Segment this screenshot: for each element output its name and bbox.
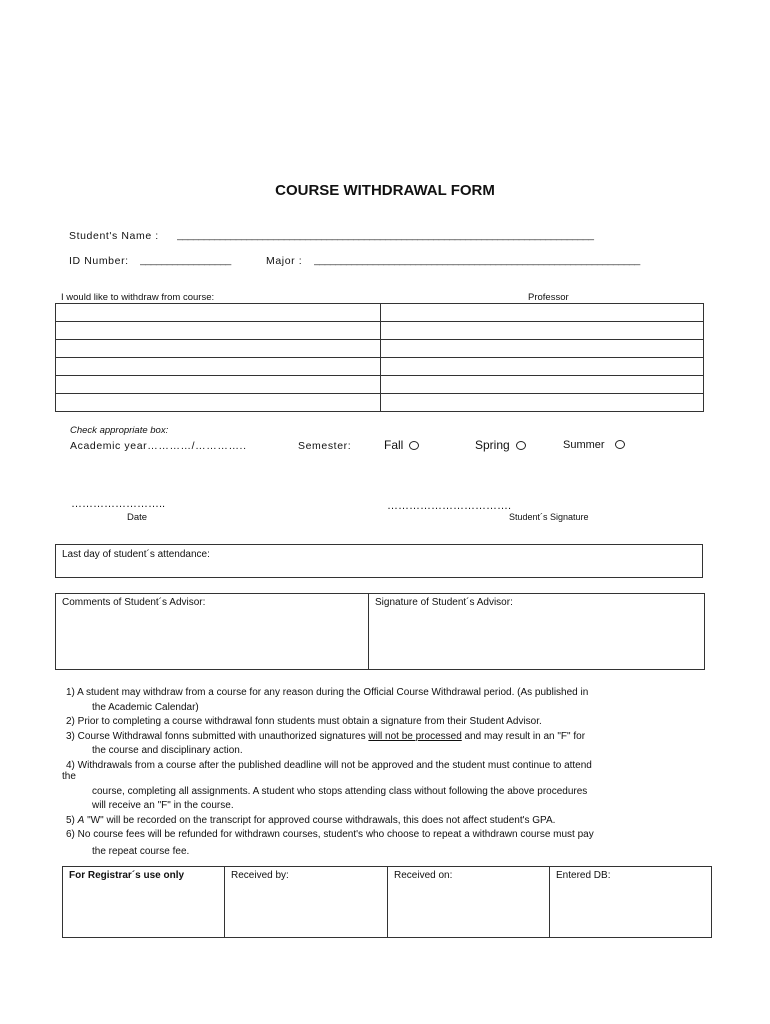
note-5-text: "W" will be recorded on the transcript for approved course withdrawals, this does not affect student's GPA. xyxy=(84,814,556,826)
course-row xyxy=(56,340,704,358)
advisor-signature-label: Signature of Student´s Advisor: xyxy=(375,597,513,608)
course-cell[interactable] xyxy=(56,322,381,340)
date-field[interactable]: …………………….. xyxy=(71,498,166,510)
course-row xyxy=(56,358,704,376)
note-4-cont-2: will receive an "F" in the course. xyxy=(92,800,234,811)
note-4-cont: course, completing all assignments. A student who stops attending class without following the above procedures xyxy=(92,785,588,797)
student-name-field[interactable]: ______________________________________________________________________________ xyxy=(177,229,594,241)
note-1: 1) A student may withdraw from a course for any reason during the Official Course Withdrawal period. (As published in xyxy=(66,687,589,698)
course-cell[interactable] xyxy=(56,376,381,394)
professor-column-label: Professor xyxy=(528,292,569,303)
academic-year-field[interactable]: Academic year…………/………….. xyxy=(70,440,247,452)
spring-label: Spring xyxy=(475,438,510,452)
date-label: Date xyxy=(127,512,148,523)
note-3-cont: the course and disciplinary action. xyxy=(92,745,243,756)
spring-radio-icon[interactable] xyxy=(516,441,526,450)
note-5-number: 5) xyxy=(66,814,78,826)
received-on-label: Received on: xyxy=(394,870,453,881)
course-row xyxy=(56,304,704,322)
student-signature-field[interactable]: ……………………………. xyxy=(387,500,512,512)
note-6-cont: the repeat course fee. xyxy=(92,845,190,857)
note-5 xyxy=(66,814,696,829)
registrar-divider-1 xyxy=(224,867,225,937)
course-row xyxy=(56,322,704,340)
professor-cell[interactable] xyxy=(381,340,704,358)
id-number-field[interactable]: _________________ xyxy=(140,254,231,266)
last-day-label: Last day of student´s attendance: xyxy=(62,549,210,560)
professor-cell[interactable] xyxy=(381,358,704,376)
note-3-underline: will not be processed xyxy=(368,730,462,742)
id-number-label: ID Number: xyxy=(69,255,129,267)
professor-cell[interactable] xyxy=(381,376,704,394)
fall-label: Fall xyxy=(384,438,404,452)
summer-label: Summer xyxy=(563,439,605,451)
semester-option-summer[interactable] xyxy=(563,439,625,451)
semester-label: Semester: xyxy=(298,440,352,452)
note-5-italic: A xyxy=(77,814,85,826)
student-name-label: Student's Name : xyxy=(69,230,159,242)
professor-cell[interactable] xyxy=(381,394,704,412)
fall-radio-icon[interactable] xyxy=(409,441,419,450)
note-1-cont: the Academic Calendar) xyxy=(92,701,199,713)
course-cell[interactable] xyxy=(56,394,381,412)
check-box-label: Check appropriate box: xyxy=(70,425,169,436)
summer-radio-icon[interactable] xyxy=(615,440,625,449)
note-3-text: 3) Course Withdrawal fonns submitted with unauthorized signatures xyxy=(66,730,369,742)
student-signature-label: Student´s Signature xyxy=(509,512,589,522)
advisor-box xyxy=(55,593,705,670)
note-3 xyxy=(66,730,696,745)
form-title: COURSE WITHDRAWAL FORM xyxy=(275,182,495,199)
course-cell[interactable] xyxy=(56,304,381,322)
major-field[interactable]: _____________________________________________________________ xyxy=(314,254,640,266)
note-2: 2) Prior to completing a course withdrawal fonn students must obtain a signature from their Student Advisor. xyxy=(66,716,542,727)
note-4-wrap: the xyxy=(62,771,76,782)
last-day-box[interactable] xyxy=(55,544,703,578)
registrar-divider-2 xyxy=(387,867,388,937)
semester-option-fall[interactable] xyxy=(384,438,419,452)
course-row xyxy=(56,376,704,394)
notes-list xyxy=(62,686,696,859)
entered-db-label: Entered DB: xyxy=(556,870,611,881)
registrar-divider-3 xyxy=(549,867,550,937)
received-by-label: Received by: xyxy=(231,870,289,881)
course-cell[interactable] xyxy=(56,358,381,376)
course-cell[interactable] xyxy=(56,340,381,358)
professor-cell[interactable] xyxy=(381,304,704,322)
registrar-use-label: For Registrar´s use only xyxy=(69,870,185,881)
note-3-text-end: and may result in an "F" for xyxy=(461,730,586,742)
note-4: 4) Withdrawals from a course after the published deadline will not be approved and the student must continue to attend xyxy=(66,759,592,771)
course-table xyxy=(55,303,704,412)
major-label: Major : xyxy=(266,255,303,267)
semester-option-spring[interactable] xyxy=(475,438,526,452)
course-column-label: I would like to withdraw from course: xyxy=(61,292,215,303)
course-row xyxy=(56,394,704,412)
advisor-divider xyxy=(368,594,369,669)
note-6: 6) No course fees will be refunded for withdrawn courses, student's who choose to repeat a withdrawn course must pay xyxy=(66,829,594,840)
registrar-box xyxy=(62,866,712,938)
advisor-comments-label: Comments of Student´s Advisor: xyxy=(62,597,206,608)
professor-cell[interactable] xyxy=(381,322,704,340)
